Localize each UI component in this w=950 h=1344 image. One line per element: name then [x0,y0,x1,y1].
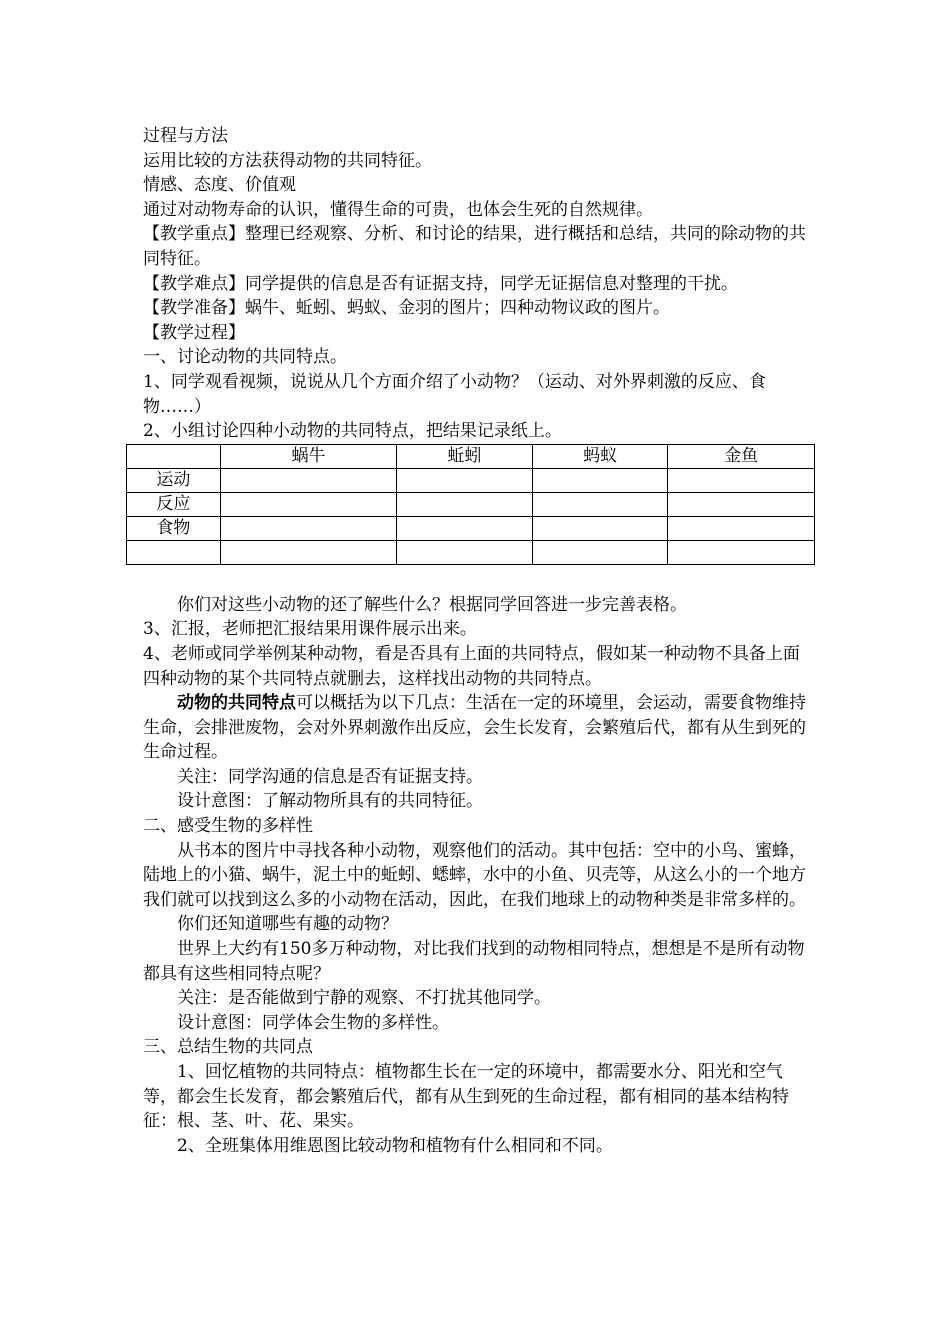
table-cell [532,516,668,540]
table-header-cell: 蜗牛 [220,444,396,468]
paragraph-improve-table: 你们对这些小动物的还了解些什么？根据同学回答进一步完善表格。 [177,594,687,615]
table-cell [220,516,396,540]
table-row [127,540,815,564]
table-row [127,516,815,540]
table-row-label [127,540,221,564]
table-row-label: 食物 [127,516,221,540]
table-row-label: 反应 [127,492,221,516]
table-cell [532,540,668,564]
line-compare-method: 运用比较的方法获得动物的共同特征。 [143,150,432,171]
table-row [127,468,815,492]
line-process-method: 过程与方法 [143,126,228,146]
document-body [143,124,815,1158]
section-heading-3: 三、总结生物的共同点 [143,1037,313,1058]
line-step-4: 4、老师或同学举例某种动物，看是否具有上面的共同特点，假如某一种动物不具备上面四种动物的某个共同特点就删去，这样找出动物的共同特点。 [143,643,800,689]
table-cell [668,468,815,492]
line-teaching-difficulty: 【教学难点】同学提供的信息是否有证据支持，同学无证据信息对整理的干扰。 [143,273,738,294]
common-features-term: 动物的共同特点 [177,693,296,714]
table-cell [668,492,815,516]
common-features-text: 可以概括为以下几点：生活在一定的环境里，会运动，需要食物维持生命，会排泄废物，会对外界刺激作出反应，会生长发育，会繁殖后代，都有从生到死的生命过程。 [143,693,806,763]
table-cell [220,540,396,564]
line-step-2: 2、小组讨论四种小动物的共同特点，把结果记录纸上。 [143,421,562,442]
table-cell [220,468,396,492]
table-cell [397,516,533,540]
paragraph-attention-2: 关注：是否能做到宁静的观察、不打扰其他同学。 [177,988,551,1009]
paragraph-world-species: 世界上大约有150多万种动物，对比我们找到的动物相同特点，想想是不是所有动物都具有这些相同特点呢？ [143,939,805,984]
paragraph-design-intent-1: 设计意图：了解动物所具有的共同特征。 [177,791,483,812]
table-row-label: 运动 [127,468,221,492]
table-cell [397,540,533,564]
table-cell [668,540,815,564]
table-cell [532,492,668,516]
paragraph-common-features [143,691,815,765]
table-header-cell: 蚯蚓 [397,444,533,468]
section-heading-2: 二、感受生物的多样性 [143,816,313,837]
table-cell [220,492,396,516]
paragraph-plant-features: 1、回忆植物的共同特点：植物都生长在一定的环境中，都需要水分、阳光和空气等，都会生长发育，都会繁殖后代，都有从生到死的生命过程，都有相同的基本结构特征：根、茎、叶、花、果实。 [143,1062,789,1132]
line-teaching-focus: 【教学重点】整理已经观察、分析、和讨论的结果，进行概括和总结，共同的除动物的共同特征。 [143,224,806,269]
table-header-cell [127,444,221,468]
line-teaching-process: 【教学过程】 [143,322,245,343]
table-cell [397,468,533,492]
line-teaching-prep: 【教学准备】蜗牛、蚯蚓、蚂蚁、金羽的图片；四种动物议政的图片。 [143,298,670,319]
table-cell [532,468,668,492]
table-header-cell: 金鱼 [668,444,815,468]
table-header-row [127,444,815,468]
paragraph-find-animals: 从书本的图片中寻找各种小动物，观察他们的活动。其中包括：空中的小鸟、蜜蜂，陆地上的小猫、蜗牛，泥土中的蚯蚓、蟋蟀，水中的小鱼、贝壳等，从这么小的一个地方我们就可以找到这么多的小动物在活动，因此，在我们地球上的动物种类是非常多样的。 [143,840,806,910]
line-lifespan: 通过对动物寿命的认识，懂得生命的可贵，也体会生死的自然规律。 [143,199,653,220]
table-cell [668,516,815,540]
paragraph-design-intent-2: 设计意图：同学体会生物的多样性。 [177,1012,449,1033]
table-header-cell: 蚂蚁 [532,444,668,468]
paragraph-interesting-animals: 你们还知道哪些有趣的动物？ [177,914,398,935]
paragraph-attention-1: 关注：同学沟通的信息是否有证据支持。 [177,766,483,787]
animal-feature-table [126,444,815,565]
line-emotion-attitude: 情感、态度、价值观 [143,175,296,196]
section-heading-1: 一、讨论动物的共同特点。 [143,347,347,368]
table-cell [397,492,533,516]
line-step-3: 3、汇报，老师把汇报结果用课件展示出来。 [143,619,477,640]
line-step-1: 1、同学观看视频，说说从几个方面介绍了小动物？（运动、对外界刺激的反应、食物……） [143,371,766,417]
paragraph-venn-compare: 2、全班集体用维恩图比较动物和植物有什么相同和不同。 [177,1135,613,1156]
table-row [127,492,815,516]
